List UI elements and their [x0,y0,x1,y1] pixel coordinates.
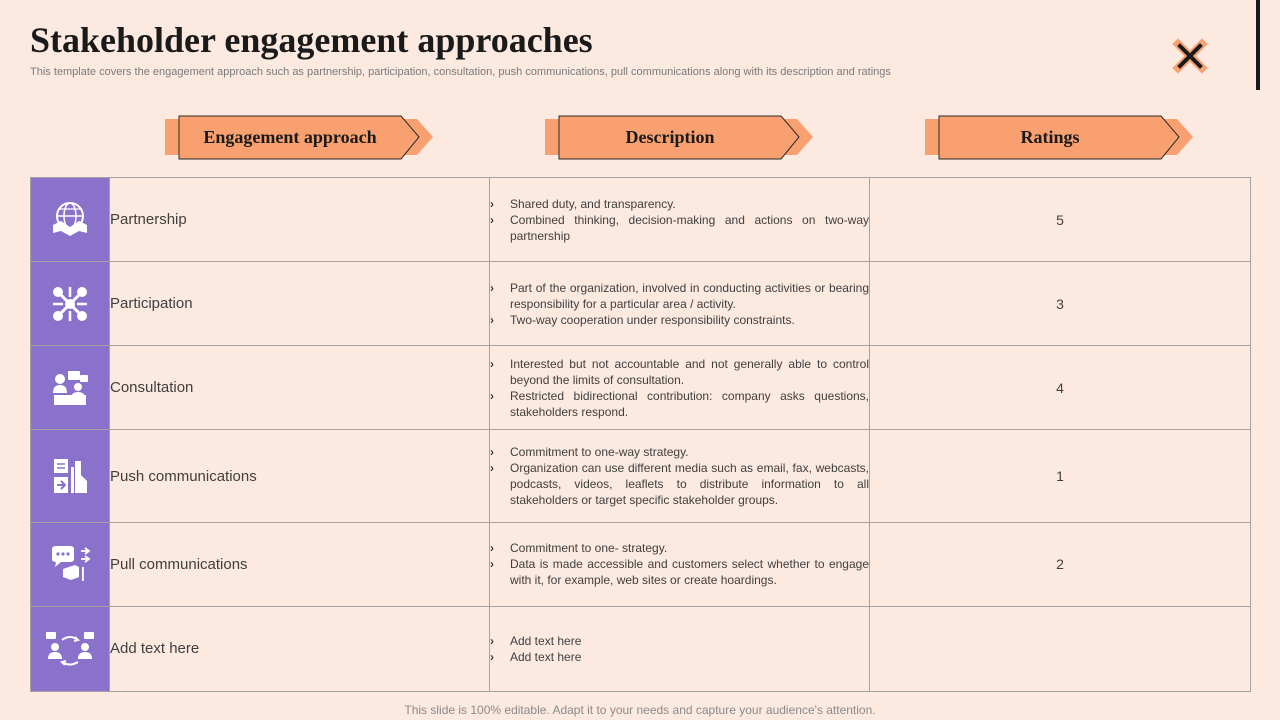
table-row [31,262,1251,346]
network-people-icon [51,285,89,323]
header-description [545,115,815,161]
description-bullet: › Shared duty, and transparency. [490,196,869,212]
description-bullet: › Interested but not accountable and not generally able to control beyond the limits of consultation. [490,356,869,388]
approach-name: Consultation [110,346,490,430]
rating-value: 4 [870,346,1251,430]
rating-value: 2 [870,522,1251,606]
push-document-icon [51,457,89,495]
table-row [31,430,1251,522]
page-subtitle: This template covers the engagement approach such as partnership, participation, consultation, push communications, pull communications along with its description and ratings [30,66,891,78]
description-cell [490,430,870,522]
people-exchange-icon [45,631,95,667]
description-bullet: › Combined thinking, decision-making and actions on two-way partnership [490,212,869,244]
description-bullet: › Add text here [490,649,869,665]
description-bullet: › Restricted bidirectional contribution: company asks questions, stakeholders respond. [490,388,869,420]
row-icon-cell [31,262,110,346]
meeting-icon [51,369,89,407]
approach-name: Pull communications [110,522,490,606]
rating-value [870,606,1251,691]
approach-name: Add text here [110,606,490,691]
description-cell [490,262,870,346]
header-label: Engagement approach [203,126,377,147]
description-cell [490,178,870,262]
table-row [31,346,1251,430]
description-cell [490,346,870,430]
approach-name: Participation [110,262,490,346]
header-label: Description [625,126,715,147]
engagement-table [30,177,1251,692]
header-ratings [925,115,1195,161]
header-engagement-approach [165,115,435,161]
description-bullet: › Two-way cooperation under responsibility constraints. [490,312,869,328]
footer-note: This slide is 100% editable. Adapt it to your needs and capture your audience's attention. [404,703,876,717]
decorative-rule [1256,0,1260,90]
close-icon[interactable] [1170,36,1210,76]
row-icon-cell [31,430,110,522]
description-bullet: › Commitment to one- strategy. [490,540,869,556]
rating-value: 1 [870,430,1251,522]
rating-value: 5 [870,178,1251,262]
globe-handshake-icon [51,201,89,239]
approach-name: Push communications [110,430,490,522]
page-title: Stakeholder engagement approaches [30,20,593,60]
description-cell [490,606,870,691]
description-bullet: › Data is made accessible and customers select whether to engage with it, for example, web sites or create hoardings. [490,556,869,588]
description-cell [490,522,870,606]
row-icon-cell [31,178,110,262]
row-icon-cell [31,522,110,606]
rating-value: 3 [870,262,1251,346]
header-label: Ratings [1020,126,1080,147]
description-bullet: › Part of the organization, involved in conducting activities or bearing responsibility for a particular area / activity. [490,280,869,312]
row-icon-cell [31,346,110,430]
chat-hand-icon [49,545,91,583]
description-bullet: › Add text here [490,633,869,649]
approach-name: Partnership [110,178,490,262]
description-bullet: › Organization can use different media such as email, fax, webcasts, podcasts, videos, leaflets to distribute information to all stakeholders or target specific stakeholder groups. [490,460,869,508]
description-bullet: › Commitment to one-way strategy. [490,444,869,460]
row-icon-cell [31,606,110,691]
table-row [31,522,1251,606]
table-row [31,606,1251,691]
table-row [31,178,1251,262]
